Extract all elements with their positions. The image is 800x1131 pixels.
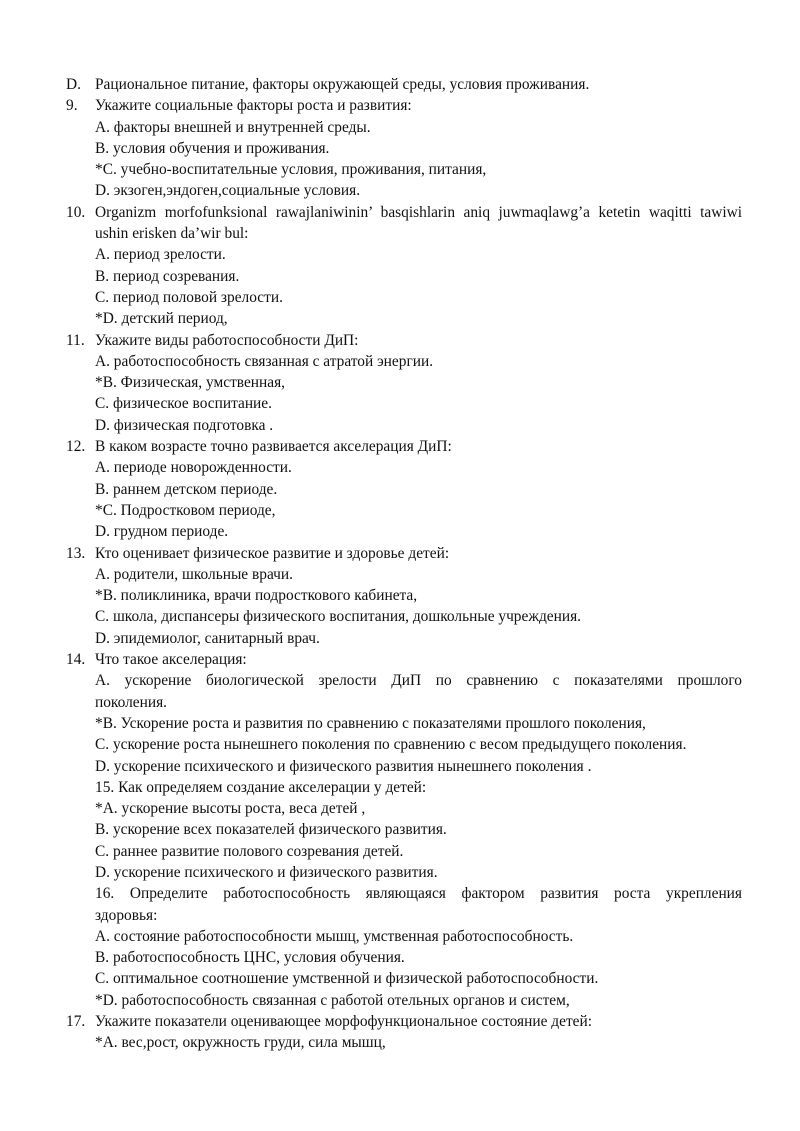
item-number: 12. (66, 438, 86, 456)
line-text: *C. учебно-воспитательные условия, проживания, питания, (95, 161, 487, 179)
text-line (0, 330, 800, 351)
text-line (0, 841, 800, 862)
text-line (0, 543, 800, 564)
line-text: A. периоде новорожденности. (95, 459, 292, 477)
line-text: C. школа, диспансеры физического воспитания, дошкольные учреждения. (95, 608, 582, 626)
text-line (0, 968, 800, 989)
item-number: 9. (66, 97, 78, 115)
text-line (0, 266, 800, 287)
line-text: C. раннее развитие полового созревания детей. (95, 842, 404, 860)
text-line (0, 180, 800, 201)
line-text: D. ускорение психического и физического развития нынешнего поколения . (95, 757, 592, 775)
text-line (0, 883, 800, 904)
line-text: *A. вес,рост, окружность груди, сила мышц, (95, 1034, 386, 1052)
line-text: B. период созревания. (95, 267, 240, 285)
text-line (0, 500, 800, 521)
text-line (0, 457, 800, 478)
text-line (0, 117, 800, 138)
line-text: D. грудном периоде. (95, 523, 229, 541)
line-text: D. экзоген,эндоген,социальные условия. (95, 182, 361, 200)
line-text: C. оптимальное соотношение умственной и физической работоспособности. (95, 970, 599, 988)
text-line (0, 521, 800, 542)
text-line (0, 393, 800, 414)
line-text: B. условия обучения и проживания. (95, 139, 330, 157)
document-page (0, 74, 800, 1054)
line-text: *C. Подростковом периоде, (95, 501, 276, 519)
text-line (0, 351, 800, 372)
line-text: A. родители, школьные врачи. (95, 565, 293, 583)
line-text: A. работоспособность связанная с атратой энергии. (95, 352, 434, 370)
line-text: C. ускорение роста нынешнего поколения по сравнению с весом предыдущего поколения. (95, 736, 687, 754)
text-line (0, 692, 800, 713)
text-line (0, 244, 800, 265)
text-line (0, 202, 800, 223)
line-text: *B. Физическая, умственная, (95, 374, 286, 392)
text-line (0, 777, 800, 798)
line-text: B. раннем детском периоде. (95, 480, 278, 498)
line-text: В каком возрасте точно развивается акселерация ДиП: (95, 438, 452, 456)
line-text: *A. ускорение высоты роста, веса детей , (95, 800, 366, 818)
text-line (0, 1032, 800, 1053)
text-line (0, 479, 800, 500)
line-text: B. ускорение всех показателей физического развития. (95, 821, 447, 839)
line-text: Укажите виды работоспособности ДиП: (95, 331, 359, 349)
line-text: Укажите социальные факторы роста и развития: (95, 97, 412, 115)
text-line (0, 905, 800, 926)
line-text: Укажите показатели оценивающее морфофункциональное состояние детей: (95, 1013, 593, 1031)
line-text: C. период половой зрелости. (95, 288, 283, 306)
text-line (0, 1011, 800, 1032)
line-text: B. работоспособность ЦНС, условия обучения. (95, 949, 405, 967)
text-line (0, 756, 800, 777)
text-line (0, 223, 800, 244)
text-line (0, 95, 800, 116)
text-line (0, 628, 800, 649)
line-text: D. эпидемиолог, санитарный врач. (95, 629, 320, 647)
text-line (0, 436, 800, 457)
line-text: D. физическая подготовка . (95, 416, 274, 434)
text-line (0, 670, 800, 691)
line-text: *D. работоспособность связанная с работой отельных органов и систем, (95, 991, 570, 1009)
line-text: Что такое акселерация: (95, 651, 247, 669)
line-text: C. физическое воспитание. (95, 395, 272, 413)
line-text: здоровья: (95, 906, 158, 924)
line-text: Рациональное питание, факторы окружающей среды, условия проживания. (95, 76, 590, 93)
text-line (0, 606, 800, 627)
text-line (0, 287, 800, 308)
item-number: 14. (66, 651, 86, 669)
text-line (0, 564, 800, 585)
item-number: 13. (66, 544, 86, 562)
text-line (0, 819, 800, 840)
text-line (0, 798, 800, 819)
item-number: 11. (66, 331, 85, 349)
text-line (0, 74, 800, 95)
line-text: Organizm morfofunksional rawajlaniwinin’ basqishlarin aniq juwmaqlawg’a ketetin waqitti tawiwi (95, 203, 742, 221)
item-number: D. (66, 76, 81, 93)
line-text: D. ускорение психического и физического развития. (95, 863, 438, 881)
text-line (0, 926, 800, 947)
text-line (0, 415, 800, 436)
line-text: ushin erisken da’wir bul: (95, 225, 249, 243)
text-line (0, 649, 800, 670)
text-line (0, 308, 800, 329)
text-line (0, 713, 800, 734)
line-text: A. факторы внешней и внутренней среды. (95, 118, 371, 136)
line-text: поколения. (95, 693, 168, 711)
line-text: 15. Как определяем создание акселерации у детей: (95, 778, 427, 796)
line-text: *B. поликлиника, врачи подросткового кабинета, (95, 587, 418, 605)
line-text: *B. Ускорение роста и развития по сравнению с показателями прошлого поколения, (95, 714, 646, 732)
text-line (0, 734, 800, 755)
line-text: *D. детский период, (95, 310, 228, 328)
line-text: 16. Определите работоспособность являющаяся фактором развития роста укрепления (95, 885, 742, 903)
text-line (0, 947, 800, 968)
line-text: A. период зрелости. (95, 246, 226, 264)
text-line (0, 159, 800, 180)
item-number: 10. (66, 203, 86, 221)
line-text: A. ускорение биологической зрелости ДиП по сравнению с показателями прошлого (95, 672, 742, 690)
text-line (0, 862, 800, 883)
line-text: A. состояние работоспособности мышц, умственная работоспособность. (95, 927, 574, 945)
line-text: Кто оценивает физическое развитие и здоровье детей: (95, 544, 450, 562)
text-line (0, 138, 800, 159)
text-line (0, 585, 800, 606)
item-number: 17. (66, 1013, 86, 1031)
text-line (0, 990, 800, 1011)
text-line (0, 372, 800, 393)
